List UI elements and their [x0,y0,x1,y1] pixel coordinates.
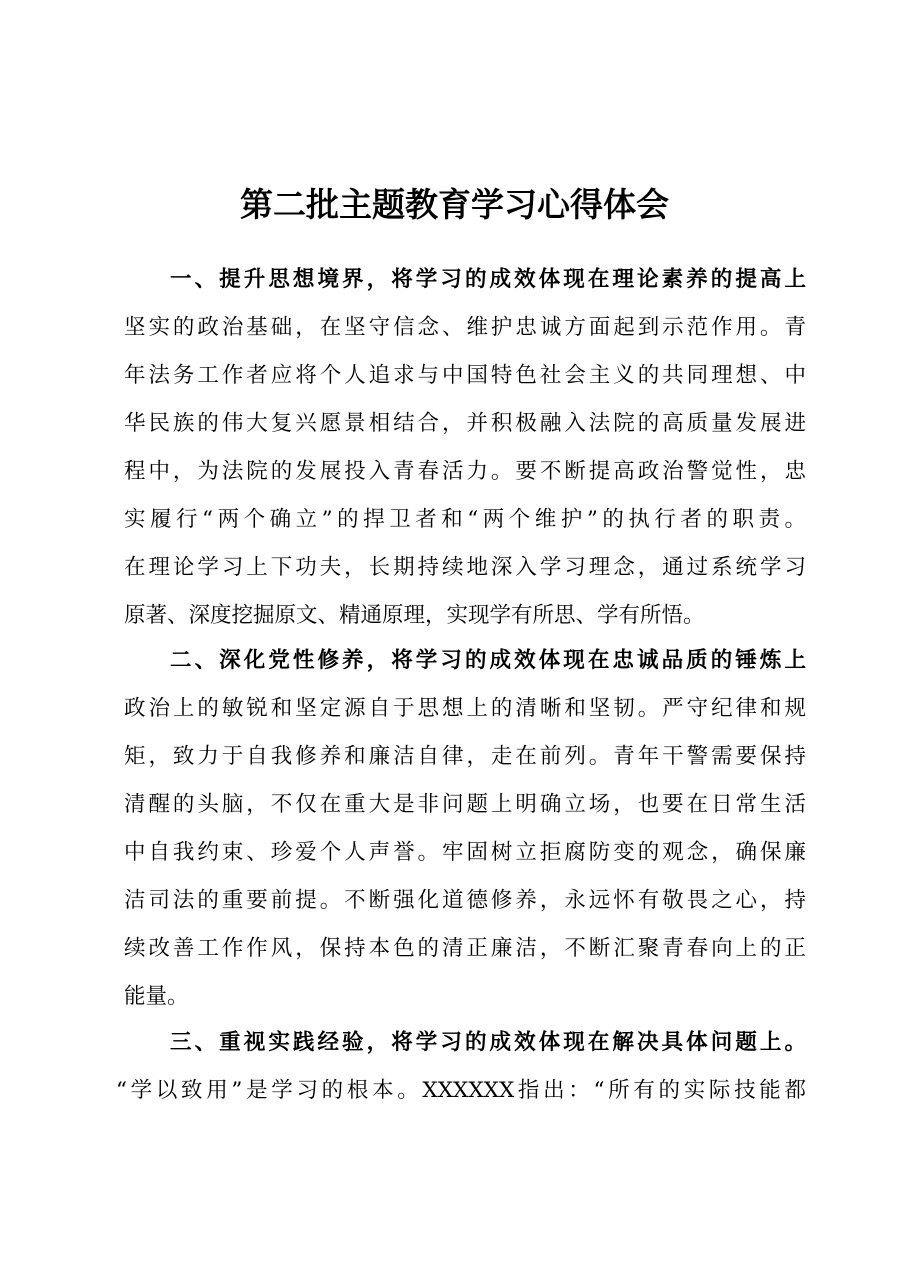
section-2 [124,637,806,1021]
paragraph-line: 原著、深度挖掘原文、精通原理，实现学有所思、学有所悟。 [124,603,705,628]
section-heading: 三、重视实践经验，将学习的成效体现在解决具体问题上。 [170,1030,806,1055]
paragraph-line: 洁司法的重要前提。不断强化道德修养，永远怀有敬畏之心，持 [124,888,806,913]
paragraph-line: “学以致用”是学习的根本。XXXXXX指出：“所有的实际技能都 [116,1078,806,1103]
paragraph-line: 实履行“两个确立”的捍卫者和“两个维护”的执行者的职责。 [124,507,806,532]
paragraph-line: 政治上的敏锐和坚定源自于思想上的清晰和坚韧。严守纪律和规 [124,696,806,721]
section-heading: 二、深化党性修养，将学习的成效体现在忠诚品质的锤炼上 [170,648,806,673]
paragraph-line: 程中，为法院的发展投入青春活力。要不断提高政治警觉性，忠 [124,459,806,484]
paragraph-line: 续改善工作作风，保持本色的清正廉洁，不断汇聚青春向上的正 [124,936,806,961]
paragraph-line: 矩，致力于自我修养和廉洁自律，走在前列。青年干警需要保持 [124,744,806,769]
paragraph-line: 坚实的政治基础，在坚守信念、维护忠诚方面起到示范作用。青 [124,315,806,340]
paragraph-line: 年法务工作者应将个人追求与中国特色社会主义的共同理想、中 [124,363,806,388]
document-title: 第二批主题教育学习心得体会 [240,185,669,224]
paragraph-line: 中自我约束、珍爱个人声誉。牢固树立拒腐防变的观念，确保廉 [124,840,806,865]
paragraph-line: 清醒的头脑，不仅在重大是非问题上明确立场，也要在日常生活 [124,792,806,817]
paragraph-line: 华民族的伟大复兴愿景相结合，并积极融入法院的高质量发展进 [124,411,806,436]
section-3 [116,1019,806,1115]
paragraph-line: 能量。 [124,984,189,1009]
section-heading: 一、提升思想境界，将学习的成效体现在理论素养的提高上 [170,267,806,292]
paragraph-line: 在理论学习上下功夫，长期持续地深入学习理念，通过系统学习 [124,555,806,580]
section-1 [124,256,806,640]
